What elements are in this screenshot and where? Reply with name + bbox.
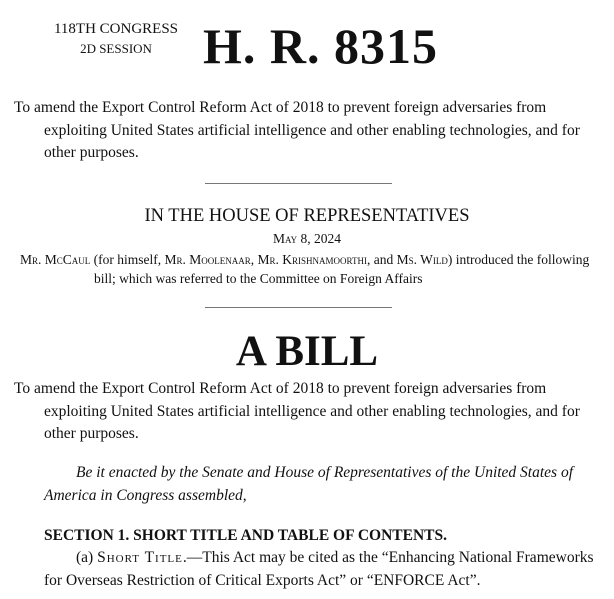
subsection-prefix: (a) [76, 549, 98, 566]
section-heading: SECTION 1. SHORT TITLE AND TABLE OF CONTENTS. [44, 527, 448, 544]
session-number: 2D SESSION [80, 41, 152, 56]
cosponsor-name: Mr. Krishnamoorthi [257, 252, 367, 267]
referral-text: ) introduced the following bill; which was referred to the Committee on Foreign Affairs [94, 252, 590, 286]
cosponsor-name: Mr. Moolenaar [164, 252, 251, 267]
bill-long-title: To amend the Export Control Reform Act of 2018 to prevent foreign adversaries from exploiting United States artificial intelligence and other enabling technologies, and for other purposes. [14, 380, 580, 442]
sponsors-text: (for himself, [90, 252, 165, 267]
summary-title: To amend the Export Control Reform Act of 2018 to prevent foreign adversaries from exploiting United States artificial intelligence and other enabling technologies, and for other purposes. [14, 99, 580, 161]
sponsors-text: , and [366, 252, 397, 267]
divider-top [205, 183, 392, 184]
sponsors-text: , [250, 252, 258, 267]
bill-number: H. R. 8315 [203, 18, 438, 74]
house-heading: IN THE HOUSE OF REPRESENTATIVES [144, 206, 470, 226]
congress-number: 118TH CONGRESS [53, 21, 179, 37]
subsection-text: .—This Act may be cited as the “Enhancing National Frameworks for Overseas Restriction of Critical Exports Act” or “ENFORCE Act”. [44, 549, 594, 589]
sponsors-statement [20, 250, 600, 288]
sponsor-name: Mr. McCaul [20, 252, 91, 267]
divider-bottom [205, 307, 392, 308]
subsection-label: Short Title [97, 549, 183, 566]
bill-heading: A BILL [235, 328, 379, 375]
enacting-clause: Be it enacted by the Senate and House of Representatives of the United States of America in Congress assembled, [44, 464, 574, 504]
cosponsor-name: Ms. Wild [396, 252, 448, 267]
short-title-paragraph [44, 547, 604, 592]
introduction-date: May 8, 2024 [272, 231, 342, 246]
